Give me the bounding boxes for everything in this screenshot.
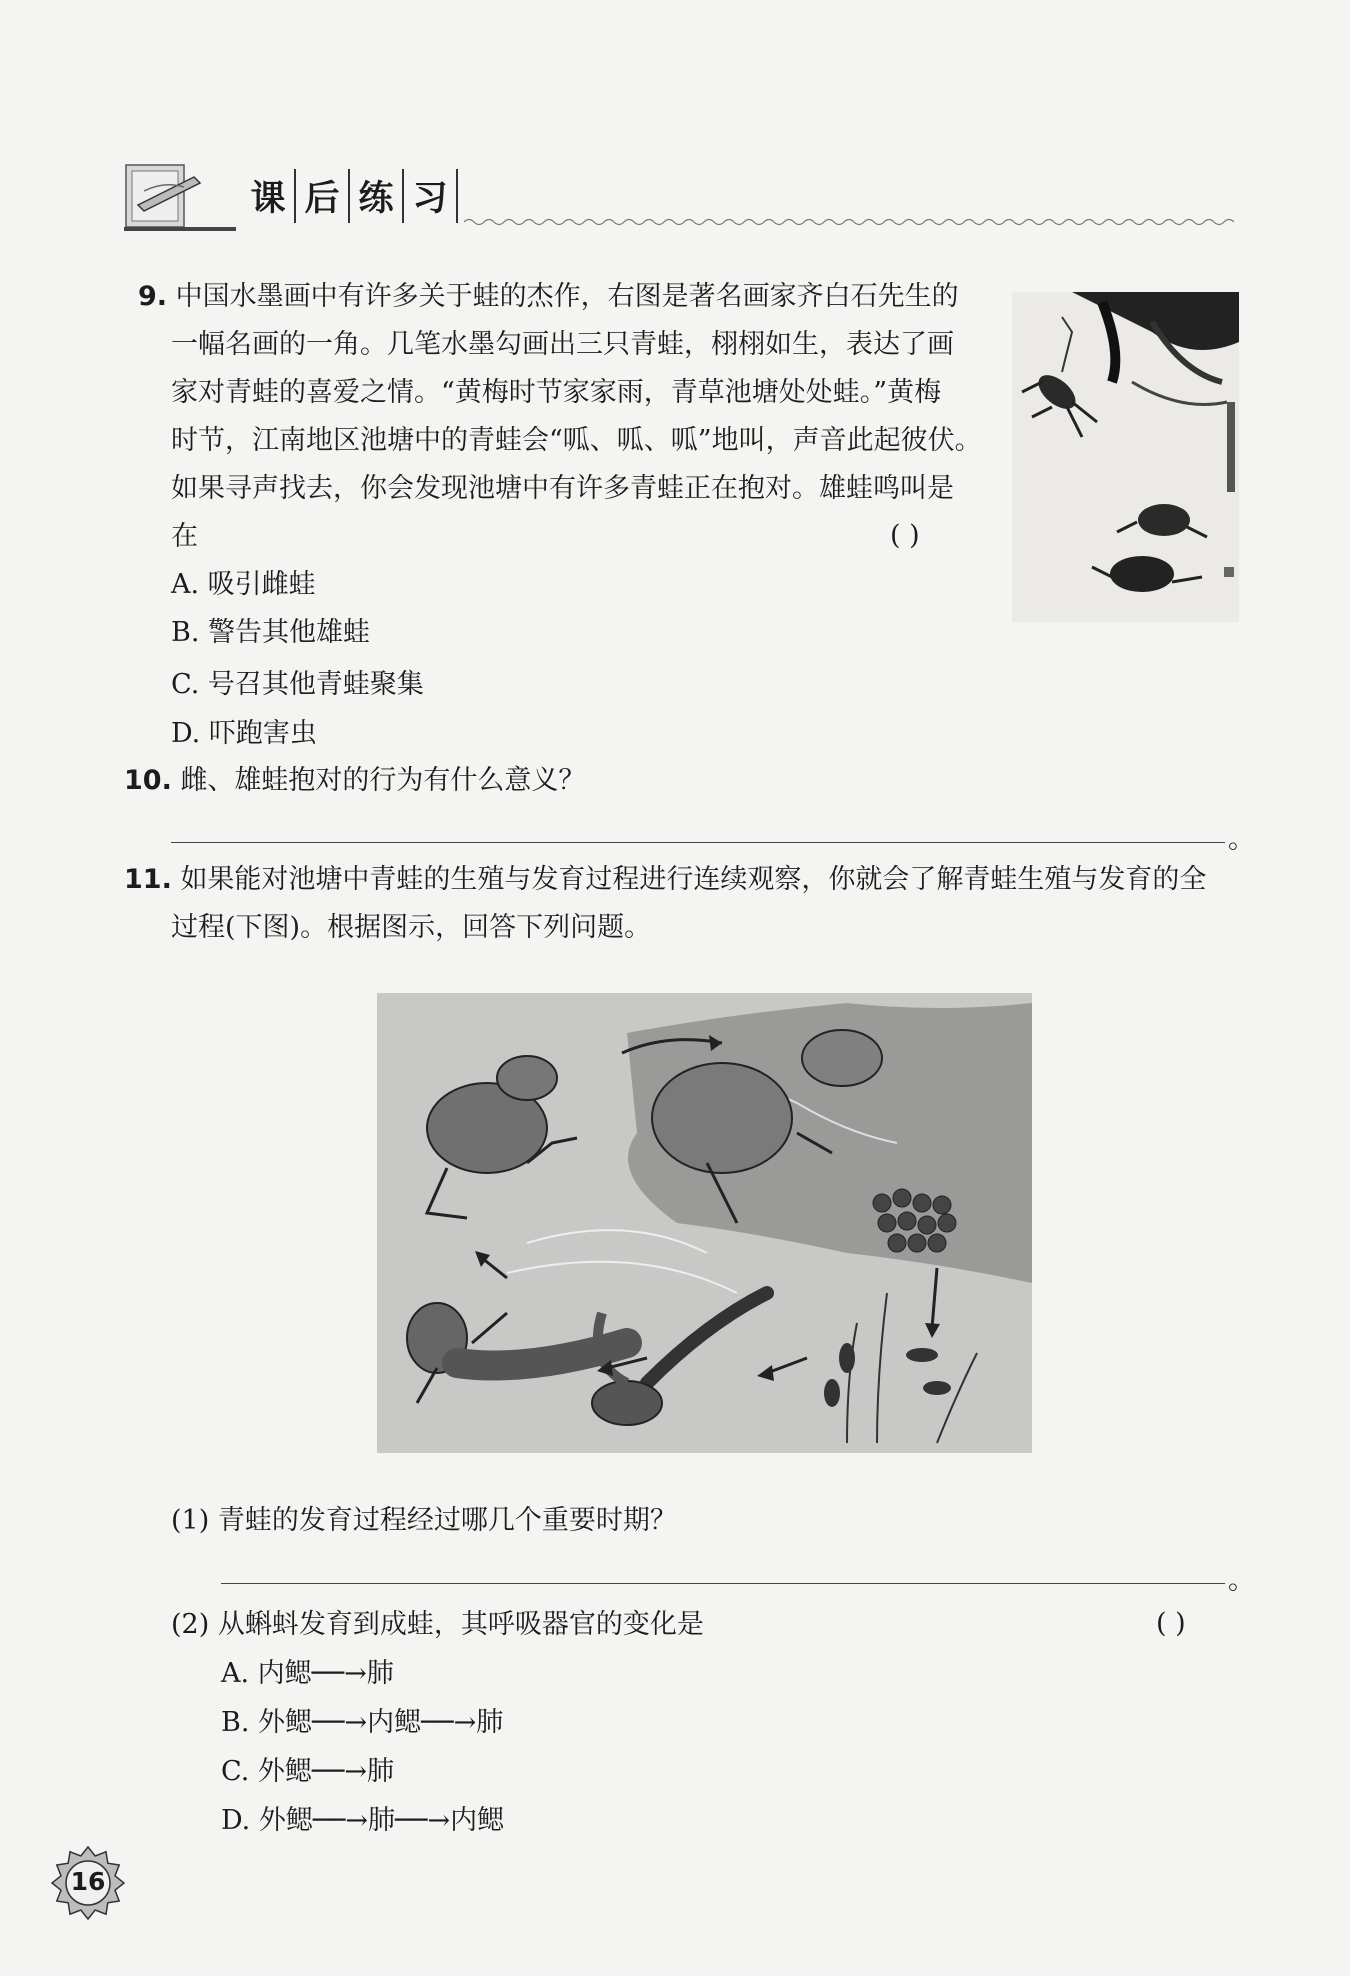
title-char: 练 bbox=[350, 169, 404, 223]
sub-2-option-d[interactable]: D. 外鳃──→肺──→内鳃 bbox=[221, 1805, 505, 1836]
question-11-number: 11. bbox=[124, 864, 172, 895]
question-10-answer-line[interactable] bbox=[171, 842, 1225, 843]
question-9-line-2: 一幅名画的一角。几笔水墨勾画出三只青蛙，栩栩如生，表达了画 bbox=[171, 329, 954, 360]
question-10 bbox=[124, 757, 585, 805]
question-9-line-5: 如果寻声找去，你会发现池塘中有许多青蛙正在抱对。雄蛙鸣叫是 bbox=[171, 473, 954, 504]
sub-2-text: 从蝌蚪发育到成蛙，其呼吸器官的变化是 bbox=[217, 1609, 704, 1640]
title-char: 习 bbox=[404, 169, 458, 223]
question-9-answer-paren[interactable]: ( ) bbox=[890, 520, 920, 551]
question-11-text: 如果能对池塘中青蛙的生殖与发育过程进行连续观察，你就会了解青蛙生殖与发育的全 bbox=[180, 864, 1207, 895]
sub-2-option-a[interactable]: A. 内鳃──→肺 bbox=[221, 1658, 394, 1689]
question-9-option-d[interactable]: D. 吓跑害虫 bbox=[171, 718, 317, 749]
question-9-option-b[interactable]: B. 警告其他雄蛙 bbox=[171, 617, 371, 648]
sub-1-text: 青蛙的发育过程经过哪几个重要时期？ bbox=[217, 1505, 677, 1536]
sub-1-label: (1) bbox=[171, 1505, 210, 1536]
question-10-text: 雌、雄蛙抱对的行为有什么意义？ bbox=[180, 765, 586, 796]
title-char: 后 bbox=[296, 169, 350, 223]
question-9-line-4: 时节，江南地区池塘中的青蛙会“呱、呱、呱”地叫，声音此起彼伏。 bbox=[171, 425, 982, 456]
sub-1-end-mark: 。 bbox=[1228, 1565, 1255, 1596]
sub-2-option-c[interactable]: C. 外鳃──→肺 bbox=[221, 1756, 394, 1787]
decorative-wave-divider bbox=[464, 217, 1234, 227]
question-10-number: 10. bbox=[124, 765, 172, 796]
question-10-end-mark: 。 bbox=[1228, 824, 1255, 855]
question-11-sub-1 bbox=[171, 1497, 677, 1545]
question-9-line-3: 家对青蛙的喜爱之情。“黄梅时节家家雨，青草池塘处处蛙。”黄梅 bbox=[171, 377, 942, 408]
question-9-option-a[interactable]: A. 吸引雌蛙 bbox=[171, 569, 316, 600]
sub-2-answer-paren[interactable]: ( ) bbox=[1156, 1608, 1186, 1639]
page-number: 16 bbox=[70, 1867, 106, 1896]
sub-2-label: (2) bbox=[171, 1609, 210, 1640]
section-header bbox=[124, 161, 1234, 233]
page-number-badge bbox=[50, 1845, 126, 1921]
question-9-text: 中国水墨画中有许多关于蛙的杰作，右图是著名画家齐白石先生的 bbox=[175, 281, 959, 312]
question-9-line-1 bbox=[138, 273, 959, 321]
pencil-book-icon bbox=[124, 161, 236, 231]
sub-2-option-b[interactable]: B. 外鳃──→内鳃──→肺 bbox=[221, 1707, 504, 1738]
question-9-line-6: 在 bbox=[171, 521, 198, 552]
question-11-sub-2 bbox=[171, 1601, 704, 1649]
sub-1-answer-line[interactable] bbox=[221, 1583, 1225, 1584]
question-11-line-1 bbox=[124, 856, 1206, 904]
ink-painting-frogs-image bbox=[1012, 292, 1239, 622]
question-9-number: 9. bbox=[138, 281, 168, 312]
frog-life-cycle-image bbox=[377, 993, 1032, 1453]
question-9-option-c[interactable]: C. 号召其他青蛙聚集 bbox=[171, 669, 424, 700]
title-char: 课 bbox=[242, 169, 296, 223]
question-11-line-2: 过程(下图)。根据图示，回答下列问题。 bbox=[171, 912, 652, 943]
